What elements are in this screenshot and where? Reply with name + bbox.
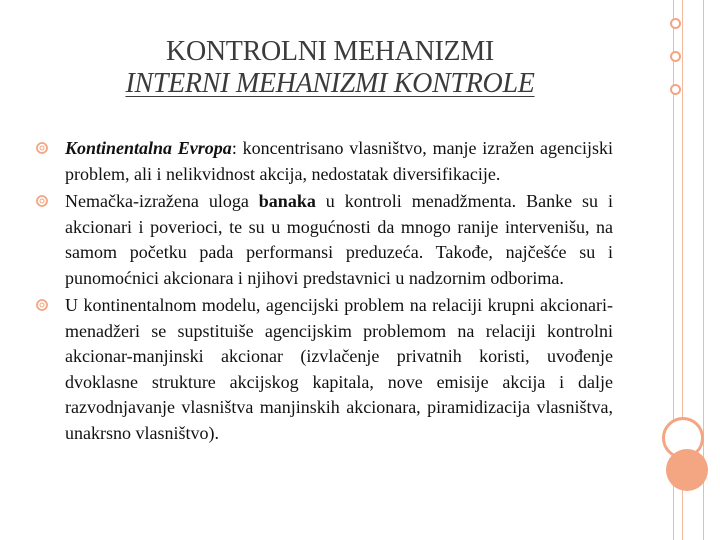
decorative-dot-large: [666, 449, 708, 491]
decorative-ring-small-2: [670, 51, 681, 62]
bullet-item-1: [35, 136, 613, 187]
title-block: [60, 36, 600, 100]
ring-bullet-icon: [35, 136, 65, 155]
ring-bullet-icon: [35, 189, 65, 208]
decorative-ring-small-3: [670, 84, 681, 95]
bullet-lead: Kontinentalna Evropa: [65, 138, 232, 158]
bullet-text-2: [65, 189, 613, 291]
bullet-item-2: [35, 189, 613, 291]
bullet-body: : koncentrisano vlasništvo, manje izražen agencijski problem, ali i nelikvidnost akcija, nedostatak diversifikacije.: [65, 138, 613, 184]
decorative-ring-small-1: [670, 18, 681, 29]
bullet-text-1: [65, 136, 613, 187]
bullet-text-3: U kontinentalnom modelu, agencijski problem na relaciji krupni akcionari-menadžeri se supstituiše agencijskim problemom na relaciji kontrolni akcionar-manjinski akcionar (izvlačenje privatnih koristi, uvođenje dvoklasne strukture akcijskog kapitala, nove emisije akcija i dalje razvodnjavanje vlasništva manjinskih akcionara, piramidizacija vlasništva, unakrsno vlasništvo).: [65, 295, 613, 443]
ring-bullet-icon: [35, 293, 65, 312]
slide-subtitle: INTERNI MEHANIZMI KONTROLE: [125, 68, 535, 99]
bullet-emphasis: banaka: [258, 191, 316, 211]
bullet-body-end: u kontroli menadžmenta. Banke su i akcionari i poverioci, te su u mogućnosti da mnogo ranije intervenišu, na samom početku pada performansi preduzeća. Takođe, najčešće su i punomoćnici akcionara i njihovi predstavnici u nadzornim odborima.: [65, 191, 613, 288]
bullet-body-start: Nemačka-izražena uloga: [65, 191, 259, 211]
slide-title: KONTROLNI MEHANIZMI: [166, 36, 494, 67]
bullet-list: [35, 136, 613, 448]
bullet-item-3: [35, 293, 613, 446]
